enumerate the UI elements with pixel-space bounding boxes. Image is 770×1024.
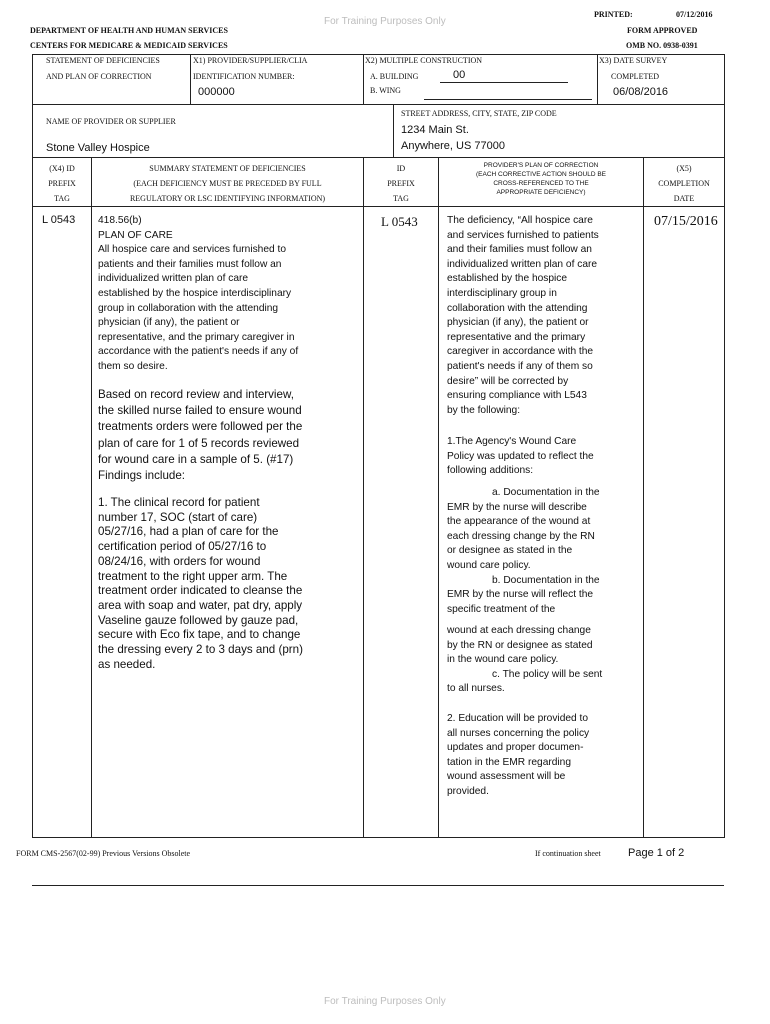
deficiency-line: for wound care in a sample of 5. (#17): [98, 452, 294, 466]
divider-col2: [363, 157, 364, 838]
plan-line: established by the hospice: [447, 273, 568, 285]
x5-header-line-1: (X5): [676, 164, 692, 173]
building-underline: [440, 82, 568, 83]
continuation-label: If continuation sheet: [535, 849, 601, 858]
omb-number: OMB NO. 0938-0391: [626, 41, 698, 50]
deficiency-line: treatment order indicated to cleanse the: [98, 584, 303, 598]
deficiency-line: accordance with the patient's needs if any of: [98, 346, 299, 358]
plan-line: in the wound care policy.: [447, 654, 559, 666]
x5-header-line-2: COMPLETION: [658, 179, 710, 188]
x4-header-line-3: TAG: [54, 194, 70, 203]
deficiency-p3: [98, 496, 360, 672]
deficiency-line: secure with Eco fix tape, and to change: [98, 628, 301, 642]
plan-line: physician (if any), the patient or: [447, 317, 589, 329]
deficiency-line: 418.56(b): [98, 215, 142, 226]
deficiency-line: Findings include:: [98, 469, 186, 483]
plan-line: a. Documentation in the: [492, 487, 600, 498]
id-header-line-2: PREFIX: [387, 179, 415, 188]
plan-line: updates and proper documen-: [447, 742, 584, 754]
tag-left: L 0543: [42, 214, 76, 226]
divider-col4: [643, 157, 644, 838]
footer-line: [32, 885, 724, 886]
plan-line: collaboration with the attending: [447, 302, 588, 314]
border-right: [724, 54, 725, 838]
plan-line: provided.: [447, 785, 489, 797]
plan-line: tation in the EMR regarding: [447, 756, 572, 768]
deficiency-line: 05/27/16, had a plan of care for the: [98, 525, 279, 539]
x3-label-2: COMPLETED: [611, 72, 659, 81]
plan-header: [439, 161, 643, 197]
plan-line: each dressing change by the RN: [447, 530, 595, 542]
divider-x1: [190, 54, 191, 105]
deficiency-line: Vaseline gauze followed by gauze pad,: [98, 613, 299, 627]
deficiency-p2: [98, 387, 360, 484]
page-number: Page 1 of 2: [628, 847, 685, 859]
divider-col3: [438, 157, 439, 838]
form-approved: FORM APPROVED: [627, 26, 698, 35]
deficiency-line: as needed.: [98, 657, 156, 671]
summary-header-line-2: (EACH DEFICIENCY MUST BE PRECEDED BY FULL: [133, 179, 322, 188]
deficiency-line: individualized written plan of care: [98, 273, 249, 285]
plan-line: desire” will be corrected by: [447, 375, 569, 387]
deficiency-line: established by the hospice interdisciplinary: [98, 287, 292, 299]
x1-id-value: 000000: [198, 86, 235, 98]
plan-line: by the RN or designee as stated: [447, 639, 593, 651]
divider-x2: [363, 54, 364, 105]
department-title: DEPARTMENT OF HEALTH AND HUMAN SERVICES: [30, 26, 228, 35]
plan-line: to all nurses.: [447, 683, 505, 695]
watermark-top: For Training Purposes Only: [324, 16, 446, 27]
address-line-1: 1234 Main St.: [401, 124, 469, 136]
plan-line: wound care policy.: [447, 559, 531, 571]
plan-line: EMR by the nurse will describe: [447, 501, 587, 513]
printed-date: 07/12/2016: [676, 10, 713, 19]
deficiency-line: treatment to the right upper arm. The: [98, 569, 288, 583]
deficiency-line: 1. The clinical record for patient: [98, 496, 260, 509]
deficiency-line: 08/24/16, with orders for wound: [98, 554, 261, 568]
building-value: 00: [453, 69, 466, 81]
x1-label-2: IDENTIFICATION NUMBER:: [193, 72, 295, 81]
plan-line: b. Documentation in the: [492, 574, 600, 586]
deficiency-line: representative, and the primary caregiver in: [98, 331, 295, 343]
deficiency-line: the dressing every 2 to 3 days and (prn): [98, 643, 303, 657]
divider-address: [393, 104, 394, 158]
plan-line: patient's needs if any of them so: [447, 360, 593, 372]
address-line-2: Anywhere, US 77000: [401, 140, 505, 152]
plan-p3a: [447, 486, 641, 617]
deficiency-line: plan of care for 1 of 5 records reviewed: [98, 436, 300, 450]
plan-p1: [447, 214, 641, 418]
plan-line: all nurses concerning the policy: [447, 727, 590, 739]
plan-header-line-1: PROVIDER'S PLAN OF CORRECTION: [483, 162, 599, 169]
plan-line: the appearance of the wound at: [447, 516, 591, 528]
divider-x3: [597, 54, 598, 105]
wing-underline: [424, 99, 592, 100]
form-footer: FORM CMS-2567(02-99) Previous Versions Obsolete: [16, 849, 191, 858]
wing-label: B. WING: [370, 86, 401, 95]
deficiency-line: area with soap and water, pat dry, apply: [98, 598, 303, 612]
deficiency-line: them so desire.: [98, 360, 168, 372]
plan-header-line-3: CROSS-REFERENCED TO THE: [493, 180, 589, 187]
x4-header-line-2: PREFIX: [48, 179, 76, 188]
printed-label: PRINTED:: [594, 10, 633, 19]
summary-header-line-1: SUMMARY STATEMENT OF DEFICIENCIES: [149, 164, 306, 173]
plan-line: 2. Education will be provided to: [447, 713, 589, 724]
statement-label-1: STATEMENT OF DEFICIENCIES: [46, 56, 160, 65]
divider-col1: [91, 157, 92, 838]
plan-line: c. The policy will be sent: [492, 668, 603, 680]
deficiency-line: number 17, SOC (start of care): [98, 510, 258, 524]
id-header-line-3: TAG: [393, 194, 409, 203]
completion-date: 07/15/2016: [654, 214, 718, 229]
deficiency-line: Based on record review and interview,: [98, 388, 294, 401]
x5-header: [644, 161, 724, 206]
plan-line: individualized written plan of care: [447, 258, 598, 270]
deficiency-line: treatments orders were followed per the: [98, 420, 303, 434]
plan-line: The deficiency, “All hospice care: [447, 215, 593, 226]
deficiency-p1: [98, 214, 360, 375]
x1-label-1: X1) PROVIDER/SUPPLIER/CLIA: [193, 56, 308, 65]
x3-label-1: X3) DATE SURVEY: [599, 56, 668, 65]
building-label: A. BUILDING: [370, 72, 419, 81]
statement-label-2: AND PLAN OF CORRECTION: [46, 72, 152, 81]
x4-header-line-1: (X4) ID: [49, 164, 75, 173]
provider-name: Stone Valley Hospice: [46, 142, 150, 154]
box-mid-line: [32, 104, 724, 105]
x4-header: [33, 161, 91, 206]
summary-header: [92, 161, 363, 206]
box-row-line: [32, 157, 724, 158]
table-bottom-line: [32, 837, 724, 838]
plan-line: ensuring compliance with L543: [447, 390, 587, 402]
tag-right: L 0543: [381, 214, 418, 229]
plan-header-line-2: (EACH CORRECTIVE ACTION SHOULD BE: [475, 171, 607, 178]
plan-p3c: [447, 624, 641, 697]
x5-header-line-3: DATE: [673, 194, 695, 203]
provider-label: NAME OF PROVIDER OR SUPPLIER: [46, 117, 176, 126]
deficiency-line: PLAN OF CARE: [98, 229, 173, 241]
plan-line: EMR by the nurse will reflect the: [447, 589, 594, 601]
plan-header-line-4: APPROPRIATE DEFICIENCY): [496, 189, 586, 196]
deficiency-line: physician (if any), the patient or: [98, 317, 240, 329]
id-header-line-1: ID: [396, 164, 406, 173]
plan-line: Policy was updated to reflect the: [447, 450, 594, 462]
address-label: STREET ADDRESS, CITY, STATE, ZIP CODE: [401, 109, 557, 118]
deficiency-line: certification period of 05/27/16 to: [98, 540, 267, 554]
plan-line: representative and the primary: [447, 331, 586, 343]
survey-date-value: 06/08/2016: [613, 86, 669, 98]
deficiency-line: the skilled nurse failed to ensure wound: [98, 404, 302, 418]
deficiency-line: All hospice care and services furnished to: [98, 244, 287, 256]
centers-title: CENTERS FOR MEDICARE & MEDICAID SERVICES: [30, 41, 228, 50]
plan-line: interdisciplinary group in: [447, 287, 557, 299]
plan-line: by the following:: [447, 404, 521, 416]
deficiency-line: group in collaboration with the attending: [98, 302, 279, 314]
plan-line: caregiver in accordance with the: [447, 346, 594, 358]
x2-label: X2) MULTIPLE CONSTRUCTION: [365, 56, 483, 65]
plan-line: wound assessment will be: [447, 771, 566, 783]
id-header: [364, 161, 438, 206]
plan-line: and services furnished to patients: [447, 229, 599, 241]
plan-p4: [447, 712, 641, 800]
deficiency-line: patients and their families must follow an: [98, 258, 282, 270]
plan-line: specific treatment of the: [447, 603, 556, 615]
plan-line: wound at each dressing change: [447, 625, 591, 636]
box-top-line: [32, 54, 724, 55]
watermark-bottom: For Training Purposes Only: [324, 996, 446, 1007]
header-bottom-line: [32, 206, 724, 207]
plan-line: or designee as stated in the: [447, 545, 573, 557]
summary-header-line-3: REGULATORY OR LSC IDENTIFYING INFORMATION): [129, 194, 326, 203]
plan-line: following additions:: [447, 465, 534, 477]
plan-line: and their families must follow an: [447, 244, 592, 256]
plan-p2: [447, 435, 641, 479]
plan-line: 1.The Agency's Wound Care: [447, 436, 577, 447]
